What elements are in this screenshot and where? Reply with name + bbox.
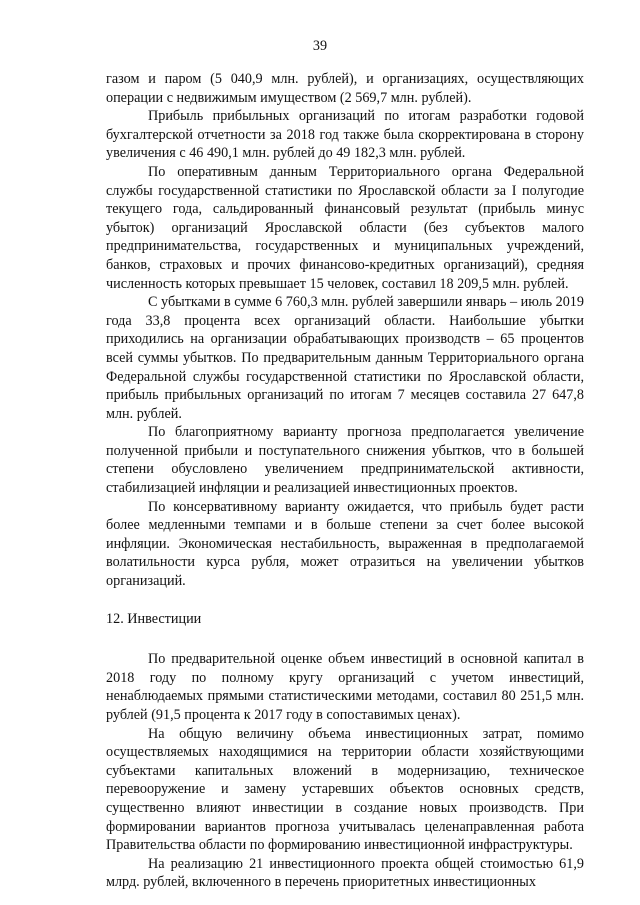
paragraph-investment-projects: На реализацию 21 инвестиционного проекта общей стоимостью 61,9 млрд. рублей, включенного в перечень приоритетных инвестиционных [106,855,584,891]
page-number: 39 [312,38,328,54]
section-heading: 12. Инвестиции [106,610,202,627]
paragraph-losses: С убытками в сумме 6 760,3 млн. рублей завершили январь – июль 2019 года 33,8 процента всех организаций области. Наибольшие убытки приходились на организации обрабатывающих производств – 65 процентов всей суммы убытков. По предварительным данным Территориального органа Федеральной службы государственной статистики по Ярославской области, прибыль прибыльных организаций по итогам 7 месяцев составила 27 647,8 млн. рублей. [106,294,584,422]
paragraph-favorable-scenario: По благоприятному варианту прогноза предполагается увеличение полученной прибыли и поступательного снижения убытков, что в большей степени обусловлено увеличением предпринимательской активности, стабилизацией инфляции и реализацией инвестиционных проектов. [106,424,584,497]
paragraph-investment-estimate: По предварительной оценке объем инвестиций в основной капитал в 2018 году по полному кругу организаций с учетом инвестиций, ненаблюдаемых прямыми статистическими методами, составил 80 251,5 млн. рублей (91,5 процента к 2017 году в сопоставимых ценах). [106,651,584,723]
document-body [106,70,584,892]
paragraph-operational-data: По оперативным данным Территориального органа Федеральной службы государственной статистики по Ярославской области за I полугодие текущего года, сальдированный финансовый результат (прибыль минус убыток) организаций Ярославской области (без субъектов малого предпринимательства, государственных и муниципальных учреждений, банков, страховых и прочих финансово-кредитных организаций), средняя численность которых превышает 15 человек, составил 18 209,5 млн. рублей. [106,163,584,292]
paragraph-profit-correction: Прибыль прибыльных организаций по итогам разработки годовой бухгалтерской отчетности за 2018 год также была скорректирована в сторону увеличения с 46 490,1 млн. рублей до 49 182,3 млн. рублей. [106,108,584,162]
paragraph-investment-factors: На общую величину объема инвестиционных затрат, помимо осуществляемых находящимися на территории области хозяйствующими субъектами капитальных вложений в модернизацию, техническое перевооружение и замену устаревших объектов основных средств, существенно влияют инвестиции в создание новых производств. При формировании вариантов прогноза учитывалась целенаправленная работа Правительства области по формированию инвестиционной инфраструктуры. [106,725,584,854]
paragraph-continuation: газом и паром (5 040,9 млн. рублей), и организациях, осуществляющих операции с недвижимым имуществом (2 569,7 млн. рублей). [106,71,584,106]
paragraph-conservative-scenario: По консервативному варианту ожидается, что прибыль будет расти более медленными темпами и в больше степени за счет более высокой инфляции. Экономическая нестабильность, выраженная в предполагаемой волатильности курса рубля, может отразиться на увеличении убытков организаций. [106,498,584,590]
